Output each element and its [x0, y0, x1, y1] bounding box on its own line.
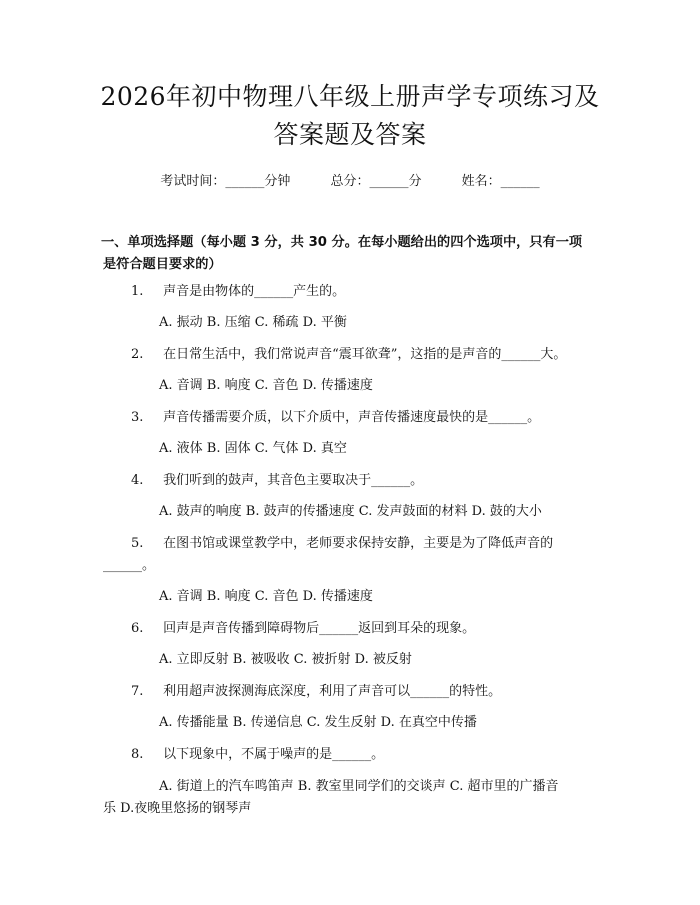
section-heading-line-2: 是符合题目要求的）: [103, 257, 222, 272]
exam-time-field: 考试时间：______分钟: [160, 174, 291, 189]
exam-title: [40, 78, 660, 154]
question-8-options: A. 街道上的汽车鸣笛声 B. 教室里同学们的交谈声 C. 超市里的广播音: [159, 779, 559, 794]
student-name-field: 姓名：______: [461, 174, 540, 189]
question-3-options: A. 液体 B. 固体 C. 气体 D. 真空: [159, 441, 347, 456]
title-line-2: 答案题及答案: [273, 120, 427, 149]
exam-info: [0, 170, 700, 189]
question-8: [103, 744, 603, 766]
question-text: 利用超声波探测海底深度，利用了声音可以______的特性。: [163, 684, 502, 699]
question-5: [103, 533, 603, 555]
question-text: 回声是声音传播到障碍物后______返回到耳朵的现象。: [163, 621, 476, 636]
question-number: 4.: [131, 473, 144, 488]
question-number: 8.: [131, 747, 144, 762]
question-number: 7.: [131, 684, 144, 699]
question-1-options: A. 振动 B. 压缩 C. 稀疏 D. 平衡: [159, 315, 347, 330]
question-2: [103, 344, 603, 366]
question-2-options: A. 音调 B. 响度 C. 音色 D. 传播速度: [159, 378, 373, 393]
question-number: 5.: [131, 536, 144, 551]
total-score-field: 总分：______分: [330, 174, 422, 189]
question-4-options: A. 鼓声的响度 B. 鼓声的传播速度 C. 发声鼓面的材料 D. 鼓的大小: [159, 504, 542, 519]
question-text: 我们听到的鼓声，其音色主要取决于______。: [163, 473, 424, 488]
question-text: 声音是由物体的______产生的。: [163, 284, 346, 299]
question-7: [103, 681, 603, 703]
question-text: 在图书馆或课堂教学中，老师要求保持安静，主要是为了降低声音的: [163, 536, 554, 551]
question-7-options: A. 传播能量 B. 传递信息 C. 发生反射 D. 在真空中传播: [159, 715, 477, 730]
question-number: 2.: [131, 347, 144, 362]
question-5-options: A. 音调 B. 响度 C. 音色 D. 传播速度: [159, 589, 373, 604]
question-text: 声音传播需要介质，以下介质中，声音传播速度最快的是______。: [163, 410, 541, 425]
question-6: [103, 618, 603, 640]
question-3: [103, 407, 603, 429]
question-number: 1.: [131, 284, 144, 299]
question-text: 在日常生活中，我们常说声音“震耳欲聋”，这指的是声音的______大。: [163, 347, 567, 362]
section-heading-single-choice: [103, 232, 603, 276]
question-number: 3.: [131, 410, 144, 425]
question-4: [103, 470, 603, 492]
question-text: 以下现象中，不属于噪声的是______。: [163, 747, 385, 762]
question-6-options: A. 立即反射 B. 被吸收 C. 被折射 D. 被反射: [159, 652, 412, 667]
title-line-1: 2026年初中物理八年级上册声学专项练习及: [100, 82, 600, 111]
question-8-options-continuation: 乐 D.夜晚里悠扬的钢琴声: [103, 801, 252, 816]
question-number: 6.: [131, 621, 144, 636]
question-1: [103, 281, 603, 303]
section-heading-line-1: 一、单项选择题（每小题 3 分，共 30 分。在每小题给出的四个选项中，只有一项: [101, 235, 583, 250]
question-5-continuation: ______。: [103, 558, 156, 573]
